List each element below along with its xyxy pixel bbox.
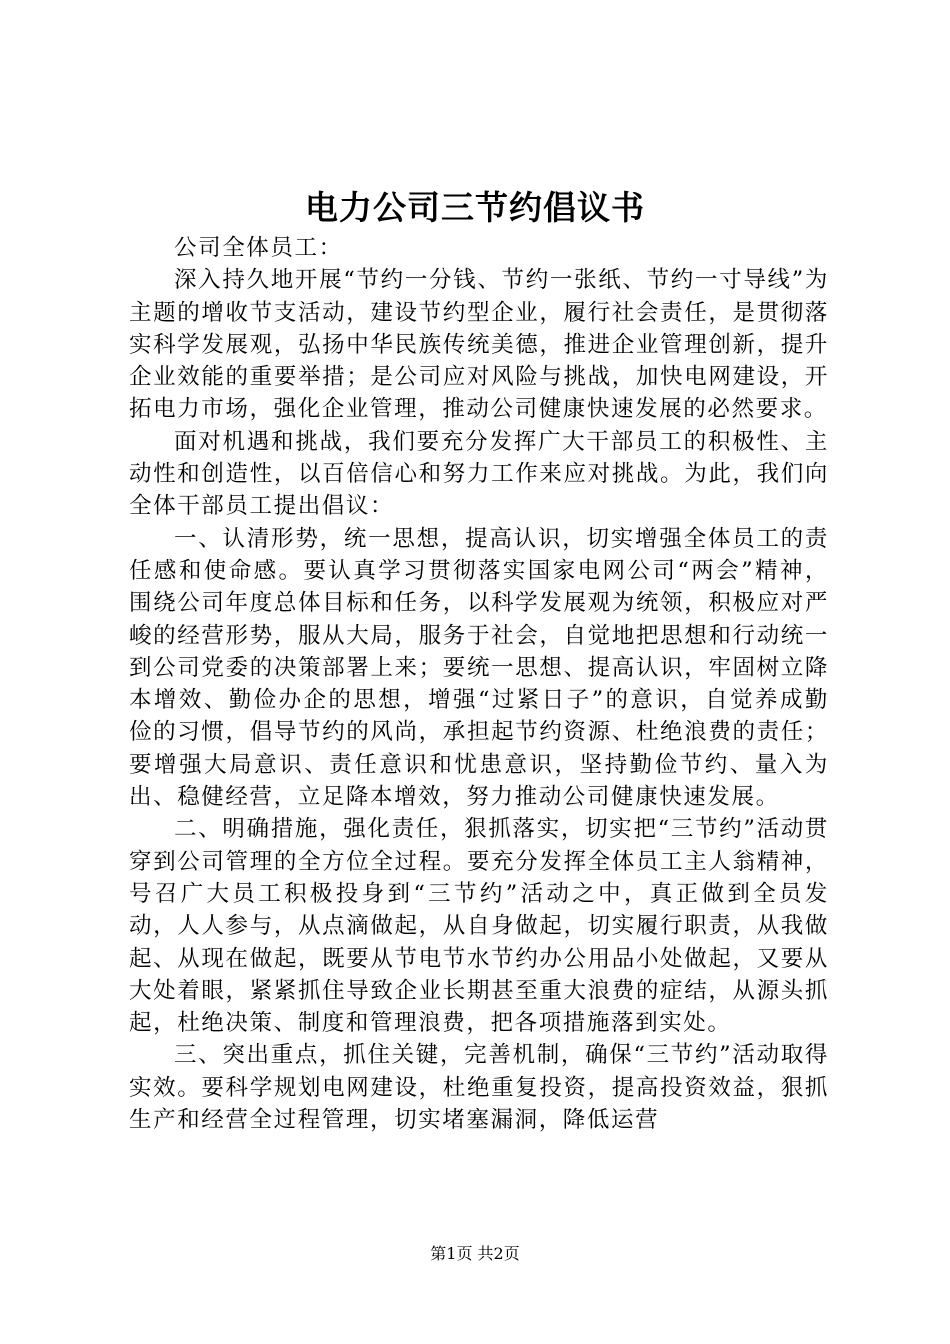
paragraph-item-2: 二、明确措施，强化责任，狠抓落实，切实把“三节约”活动贯穿到公司管理的全方位全过程。要充分发挥全体员工主人翁精神，号召广大员工积极投身到“三节约”活动之中，真正做到全员发动，人人参与，从点滴做起，从自身做起，切实履行职责，从我做起、从现在做起，既要从节电节水节约办公用品小处做起，又要从大处着眼，紧紧抓住导致企业长期甚至重大浪费的症结，从源头抓起，杜绝决策、制度和管理浪费，把各项措施落到实处。	[129, 816, 829, 1037]
paragraph-item-1: 一、认清形势，统一思想，提高认识，切实增强全体员工的责任感和使命感。要认真学习贯彻落实国家电网公司“两会”精神，围绕公司年度总体目标和任务，以科学发展观为统领，积极应对严峻的经营形势，服从大局，服务于社会，自觉地把思想和行动统一到公司党委的决策部署上来；要统一思想、提高认识，牢固树立降本增效、勤俭办企的思想，增强“过紧日子”的意识，自觉养成勤俭的习惯，倡导节约的风尚，承担起节约资源、杜绝浪费的责任；要增强大局意识、责任意识和忧患意识，坚持勤俭节约、量入为出、稳健经营，立足降本增效，努力推动公司健康快速发展。	[129, 525, 829, 811]
paragraph-challenge: 面对机遇和挑战，我们要充分发挥广大干部员工的积极性、主动性和创造性，以百倍信心和努力工作来应对挑战。为此，我们向全体干部员工提出倡议：	[129, 428, 829, 520]
page-number-footer: 第1页 共2页	[430, 1244, 520, 1263]
paragraph-item-3: 三、突出重点，抓住关键，完善机制，确保“三节约”活动取得实效。要科学规划电网建设，杜绝重复投资，提高投资效益，狠抓生产和经营全过程管理，切实堵塞漏洞，降低运营	[129, 1042, 829, 1134]
paragraph-intro: 深入持久地开展“节约一分钱、节约一张纸、节约一寸导线”为主题的增收节支活动，建设节约型企业，履行社会责任，是贯彻落实科学发展观，弘扬中华民族传统美德，推进企业管理创新，提升企业效能的重要举措；是公司应对风险与挑战，加快电网建设，开拓电力市场，强化企业管理，推动公司健康快速发展的必然要求。	[129, 267, 829, 423]
document-body	[129, 232, 829, 1136]
document-title: 电力公司三节约倡议书	[305, 188, 645, 227]
salutation: 公司全体员工：	[174, 235, 343, 261]
